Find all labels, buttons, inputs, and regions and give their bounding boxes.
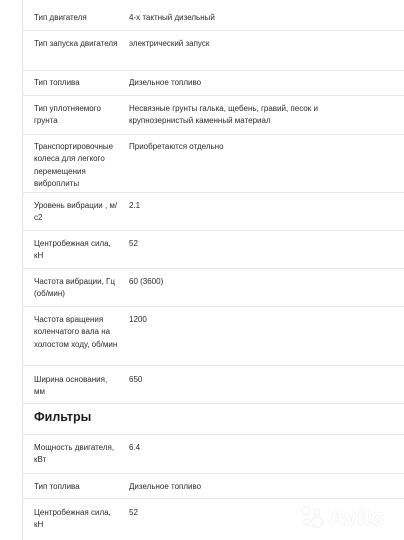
avito-watermark-text: Avito	[329, 503, 385, 530]
spec-label: Центробежная сила, кН	[34, 508, 111, 530]
spec-row	[22, 307, 404, 366]
spec-row	[22, 31, 404, 71]
spec-row	[22, 366, 404, 404]
spec-row	[22, 269, 404, 307]
spec-value: 52	[129, 239, 138, 248]
spec-value: Дизельное топливо	[129, 482, 202, 491]
spec-row	[22, 0, 404, 31]
spec-label: Тип топлива	[34, 78, 80, 87]
spec-label: Транспортировочные колеса для легкого перемещения виброплиты	[34, 142, 114, 189]
spec-row	[22, 71, 404, 96]
spec-label: Частота вибрации, Гц (об/мин)	[34, 277, 115, 299]
spec-value: 650	[129, 375, 143, 384]
section-title: Фильтры	[34, 410, 92, 424]
spec-value: 2.1	[129, 201, 141, 210]
spec-value: 1200	[129, 315, 147, 324]
spec-label: Частота вращения коленчатого вала на холостом ходу, об/мин	[34, 315, 118, 349]
spec-value: Дизельное топливо	[129, 78, 202, 87]
spec-row	[22, 474, 404, 499]
spec-label: Центробежная сила, кН	[34, 239, 111, 261]
spec-label: Уровень вибрации , м/с2	[34, 201, 118, 223]
spec-label: Тип топлива	[34, 482, 80, 491]
spec-label: Мощность двигателя, кВт	[34, 443, 115, 465]
spec-value: электрический запуск	[129, 39, 210, 48]
spec-label: Тип уплотняемого грунта	[34, 104, 101, 126]
spec-value: Приобретаются отдельно	[129, 142, 224, 151]
spec-row	[22, 193, 404, 231]
spec-row	[22, 231, 404, 269]
spec-row	[22, 96, 404, 135]
spec-label: Тип запуска двигателя	[34, 39, 118, 48]
spec-row	[22, 135, 404, 193]
spec-value: Несвязные грунты галька, щебень, гравий, песок и крупнозернистый каменный материал	[129, 104, 318, 126]
spec-row	[22, 434, 404, 474]
spec-value: 4-х тактный дизельный	[129, 13, 215, 22]
avito-dots-icon	[299, 504, 325, 530]
spec-label: Тип двигателя	[34, 13, 87, 22]
spec-value: 6.4	[129, 443, 141, 452]
spec-label: Ширина основания, мм	[34, 375, 108, 397]
spec-value: 60 (3600)	[129, 277, 164, 286]
avito-watermark	[299, 502, 384, 532]
spec-value: 52	[129, 508, 138, 517]
